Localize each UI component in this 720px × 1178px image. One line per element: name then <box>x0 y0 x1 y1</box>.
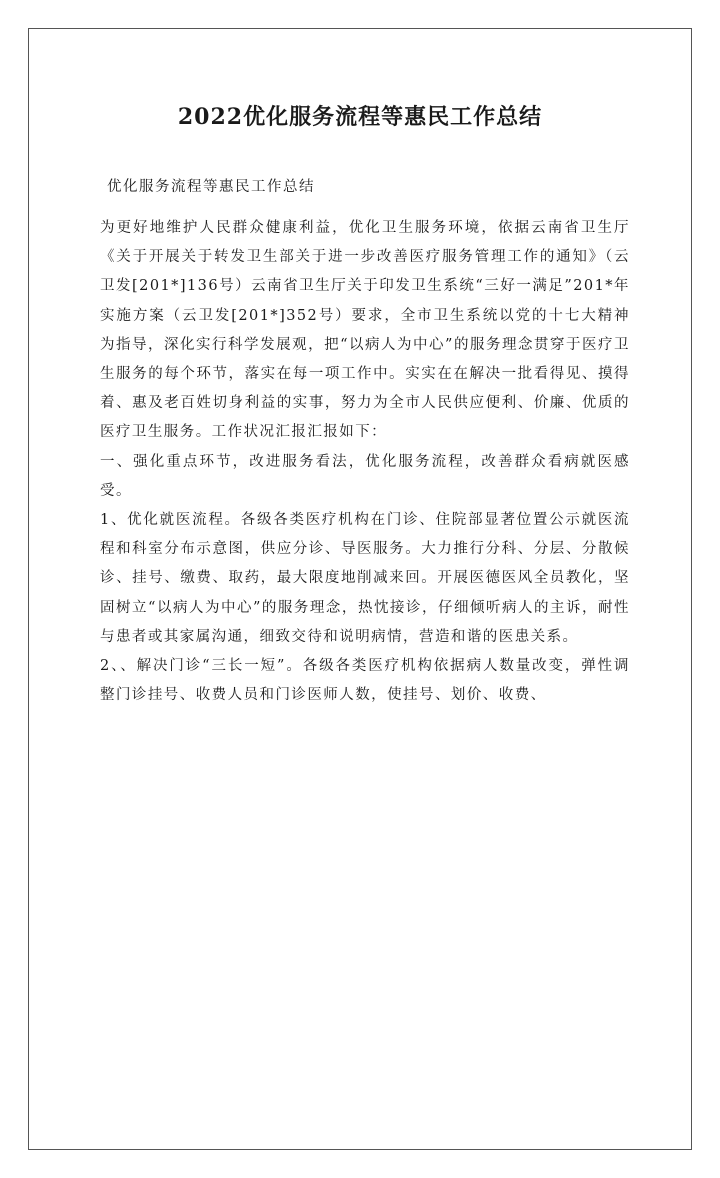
paragraph-intro: 为更好地维护人民群众健康利益，优化卫生服务环境，依据云南省卫生厅《关于开展关于转发卫生部关于进一步改善医疗服务管理工作的通知》（云卫发[201*]136号）云南省卫生厅关于印发卫生系统“三好一满足”201*年实施方案（云卫发[201*]352号）要求，全市卫生系统以党的十七大精神为指导，深化实行科学发展观，把“以病人为中心”的服务理念贯穿于医疗卫生服务的每个环节，落实在每一项工作中。实实在在解决一批看得见、摸得着、惠及老百姓切身利益的实事，努力为全市人民供应便利、价廉、优质的医疗卫生服务。工作状况汇报汇报如下： <box>100 220 630 441</box>
paragraph-item-2: 2、、解决门诊“三长一短”。各级各类医疗机构依据病人数量改变，弹性调整门诊挂号、收费人员和门诊医师人数，使挂号、划价、收费、 <box>100 658 630 704</box>
paragraph-item-1: 1、优化就医流程。各级各类医疗机构在门诊、住院部显著位置公示就医流程和科室分布示意图，供应分诊、导医服务。大力推行分科、分层、分散候诊、挂号、缴费、取药，最大限度地削减来回。开展医德医风全员教化，坚固树立“以病人为中心”的服务理念，热忱接诊，仔细倾听病人的主诉，耐性与患者或其家属沟通，细致交待和说明病情，营造和谐的医患关系。 <box>100 512 630 645</box>
document-subtitle: 优化服务流程等惠民工作总结 <box>107 179 315 195</box>
paragraph-section-1-heading: 一、强化重点环节，改进服务看法，优化服务流程，改善群众看病就医感受。 <box>100 453 630 499</box>
document-body <box>100 214 630 710</box>
document-title: 2022优化服务流程等惠民工作总结 <box>177 104 543 130</box>
